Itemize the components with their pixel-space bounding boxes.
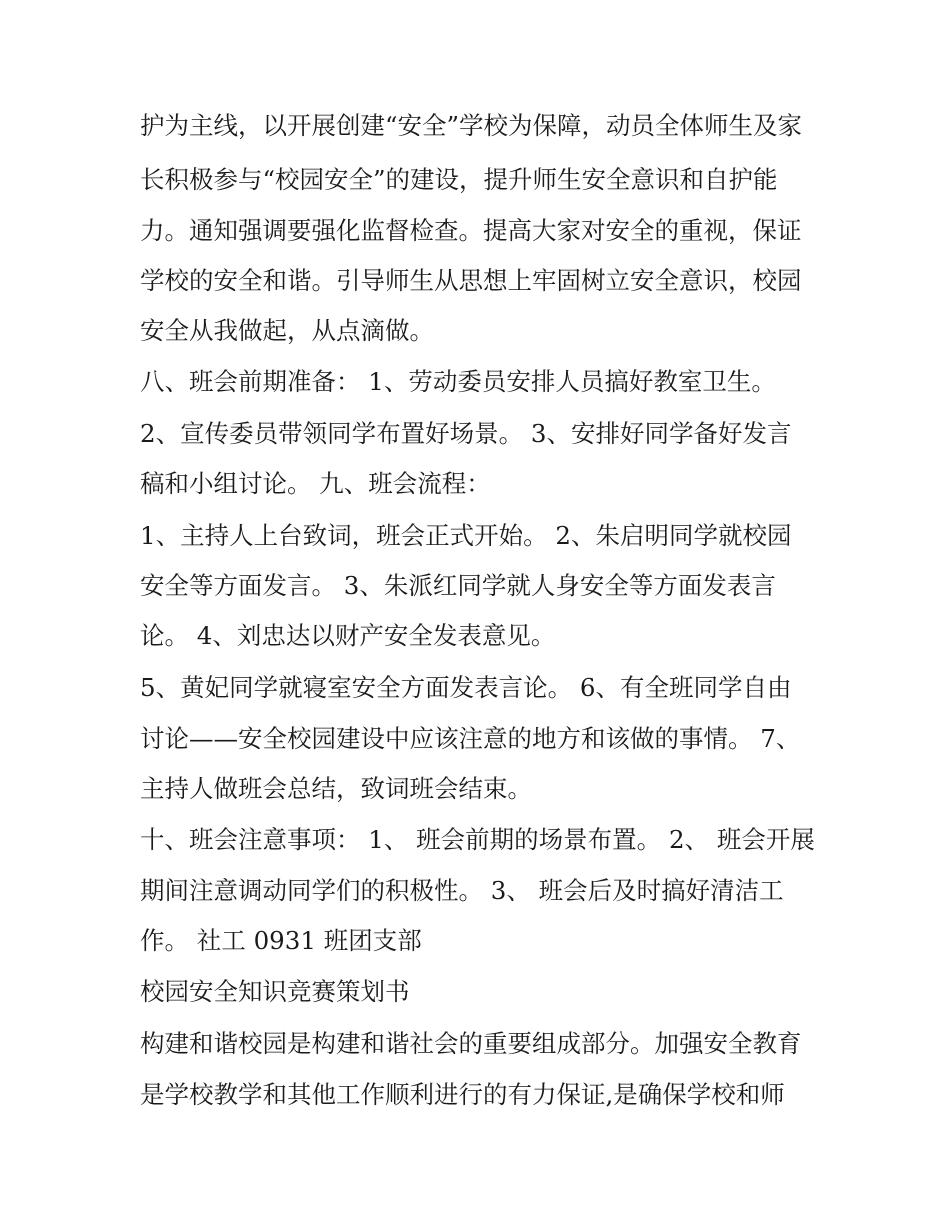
section-heading: 八、班会前期准备： 1、劳动委员安排人员搞好教室卫生。: [140, 367, 776, 396]
text-line: 力。通知强调要强化监督检查。提高大家对安全的重视，保证: [140, 216, 802, 245]
text-line: 稿和小组讨论。 九、班会流程：: [140, 469, 491, 498]
text-line: 5、黄妃同学就寝室安全方面发表言论。 6、有全班同学自由: [140, 673, 792, 702]
text-line: 安全从我做起，从点滴做。: [140, 316, 434, 345]
text-line: 学校的安全和谐。引导师生从思想上牢固树立安全意识，校园: [140, 266, 802, 295]
document-title: 校园安全知识竞赛策划书: [140, 977, 410, 1006]
text-line: 是学校教学和其他工作顺利进行的有力保证,是确保学校和师: [140, 1080, 785, 1109]
text-line: 护为主线，以开展创建“安全”学校为保障，动员全体师生及家: [140, 111, 803, 140]
text-line: 讨论——安全校园建设中应该注意的地方和该做的事情。 7、: [140, 724, 801, 753]
text-line: 安全等方面发言。 3、朱派红同学就人身安全等方面发表言: [140, 571, 776, 600]
text-line: 主持人做班会总结，致词班会结束。: [140, 774, 532, 803]
text-line: 1、主持人上台致词，班会正式开始。 2、朱启明同学就校园: [140, 521, 792, 550]
text-line: 2、宣传委员带领同学布置好场景。 3、安排好同学备好发言: [140, 419, 792, 448]
section-heading: 十、班会注意事项： 1、 班会前期的场景布置。 2、 班会开展: [140, 825, 815, 854]
text-line: 长积极参与“校园安全”的建设，提升师生安全意识和自护能: [140, 165, 778, 194]
text-line: 论。 4、刘忠达以财产安全发表意见。: [140, 621, 556, 650]
text-line: 作。 社工 0931 班团支部: [140, 926, 422, 955]
text-line: 期间注意调动同学们的积极性。 3、 班会后及时搞好清洁工: [140, 876, 784, 905]
text-line: 构建和谐校园是构建和谐社会的重要组成部分。加强安全教育: [140, 1029, 802, 1058]
